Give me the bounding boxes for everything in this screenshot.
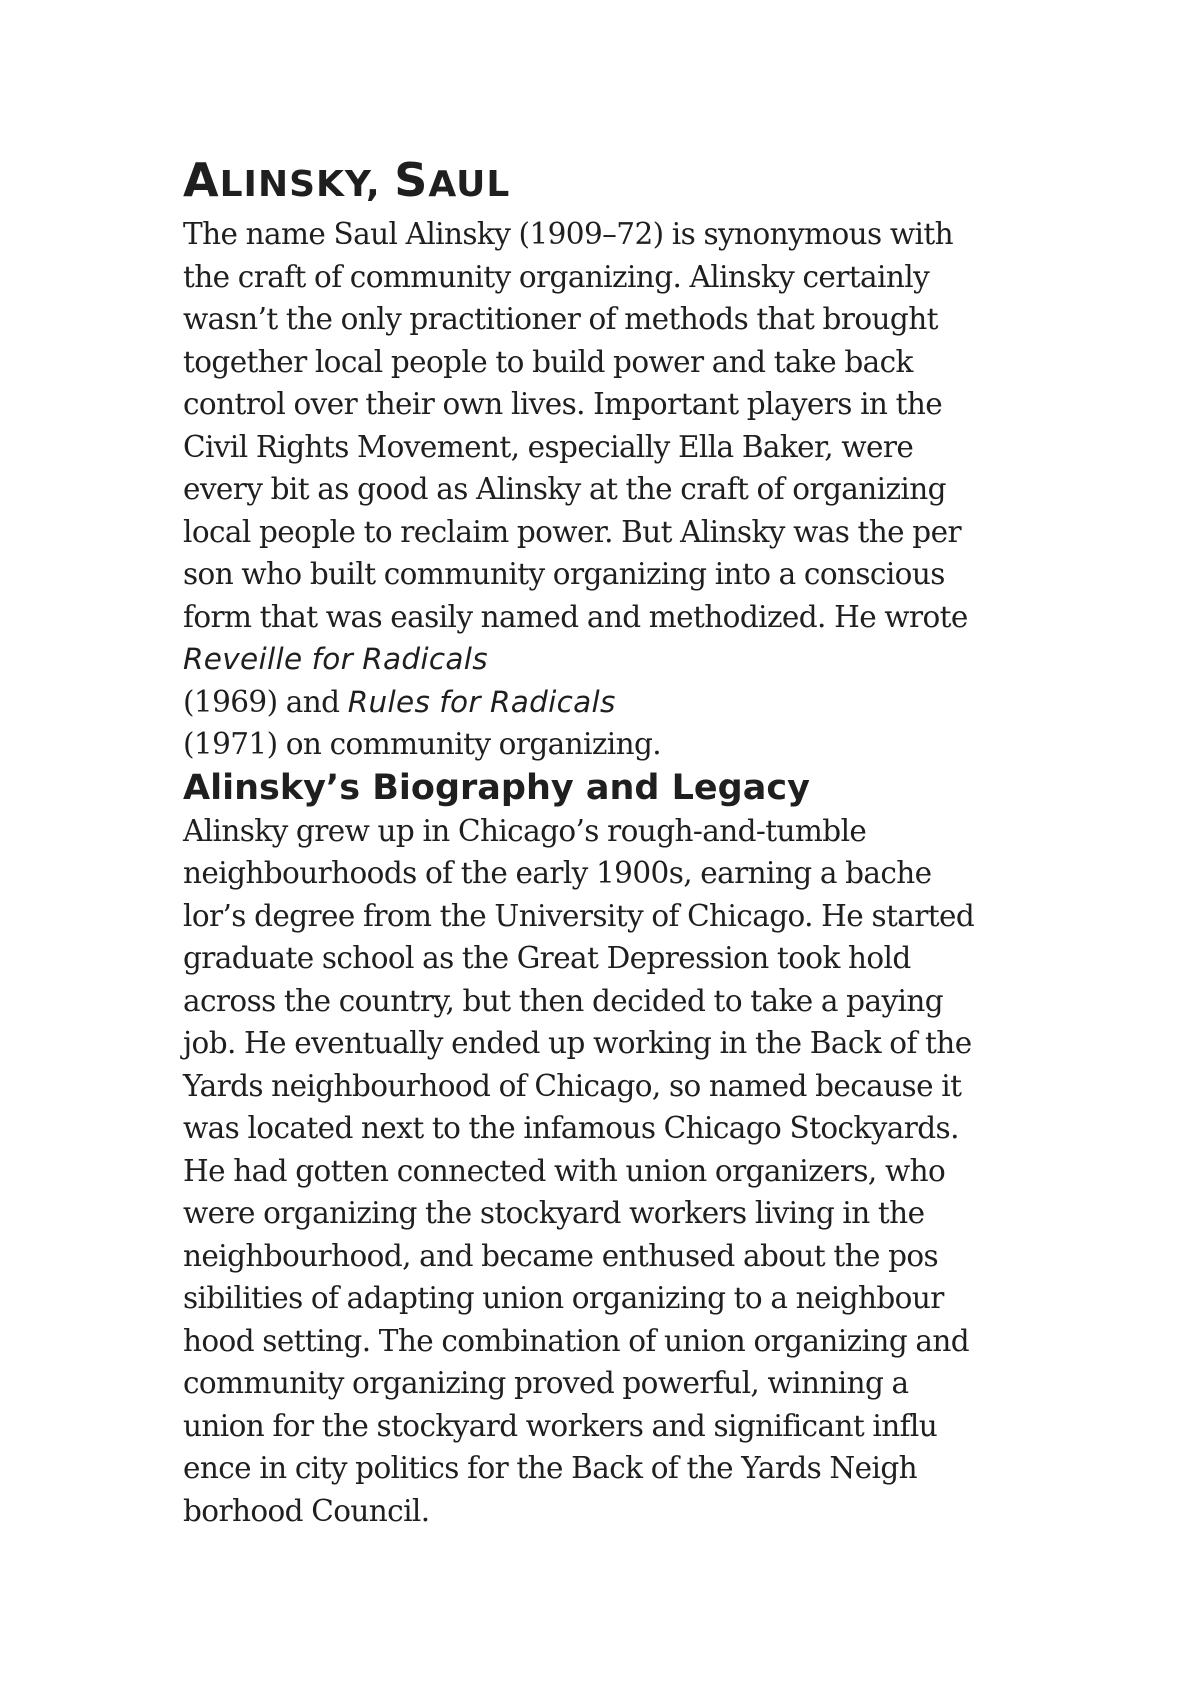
text-line: graduate school as the Great Depression took hold bbox=[183, 941, 911, 975]
text-line: hood setting. The combination of union organizing and bbox=[183, 1323, 970, 1358]
text-line: every bit as good as Alinsky at the craft of organizing bbox=[183, 472, 946, 506]
section-heading: Alinsky’s Biography and Legacy bbox=[183, 767, 810, 808]
text-line: The name Saul Alinsky (1909–72) is synonymous with bbox=[183, 217, 953, 251]
text-line: sibilities of adapting union organizing to a neighbour bbox=[183, 1281, 944, 1315]
biography-paragraph bbox=[183, 810, 1023, 1533]
text-line bbox=[183, 681, 1023, 724]
text-line bbox=[183, 638, 1023, 681]
entry-title bbox=[183, 152, 1023, 213]
text-line: form that was easily named and methodized. He wrote bbox=[183, 599, 968, 634]
document-page bbox=[183, 152, 1023, 1532]
text-line: (1971) on community organizing. bbox=[183, 727, 662, 761]
text-line: neighbourhood, and became enthused about the pos bbox=[183, 1238, 939, 1273]
text-line: job. He eventually ended up working in the Back of the bbox=[183, 1026, 972, 1060]
text-line: across the country, but then decided to take a paying bbox=[183, 983, 944, 1018]
text-line: He had gotten connected with union organizers, who bbox=[183, 1153, 946, 1188]
text-line: community organizing proved powerful, winning a bbox=[183, 1366, 909, 1400]
text-line: local people to reclaim power. But Alinsky was the per bbox=[183, 514, 961, 549]
text-line: neighbourhoods of the early 1900s, earning a bache bbox=[183, 856, 932, 890]
book-title-reveille: Reveille for Radicals bbox=[183, 642, 488, 676]
title-rest-1: LINSKY, bbox=[219, 164, 395, 205]
text-line: the craft of community organizing. Alinsky certainly bbox=[183, 259, 930, 294]
book-year-1969: (1969) and bbox=[183, 684, 348, 719]
text-line: Yards neighbourhood of Chicago, so named because it bbox=[183, 1068, 962, 1103]
text-line: control over their own lives. Important players in the bbox=[183, 387, 943, 421]
title-initial-1: A bbox=[183, 153, 220, 207]
text-line: was located next to the infamous Chicago Stockyards. bbox=[183, 1111, 959, 1145]
intro-paragraph bbox=[183, 213, 1023, 766]
text-line: borhood Council. bbox=[183, 1493, 430, 1528]
book-title-rules: Rules for Radicals bbox=[347, 684, 616, 719]
title-initial-2: S bbox=[394, 153, 429, 207]
text-line: Civil Rights Movement, especially Ella Baker, were bbox=[183, 429, 914, 464]
text-line: wasn’t the only practitioner of methods that brought bbox=[183, 302, 938, 336]
text-line: ence in city politics for the Back of the Yards Neigh bbox=[183, 1451, 918, 1485]
text-line: union for the stockyard workers and significant influ bbox=[183, 1408, 938, 1443]
text-line: lor’s degree from the University of Chicago. He started bbox=[183, 898, 975, 933]
text-line: Alinsky grew up in Chicago’s rough-and-tumble bbox=[183, 813, 867, 848]
text-line: were organizing the stockyard workers living in the bbox=[183, 1196, 925, 1230]
title-rest-2: AUL bbox=[428, 164, 511, 205]
text-line: son who built community organizing into a conscious bbox=[183, 557, 945, 591]
text-line: together local people to build power and take back bbox=[183, 344, 913, 379]
